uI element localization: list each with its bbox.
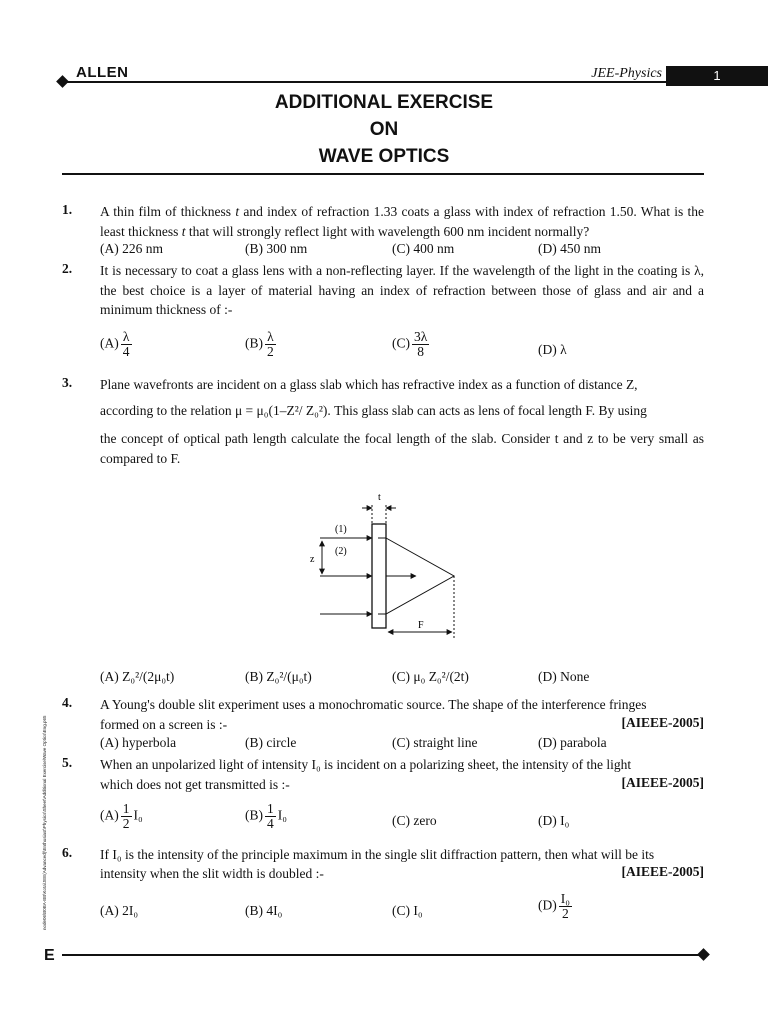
q1-text: A thin film of thickness t and index of refraction 1.33 coats a glass with index of refraction 1.50. What is the least thickness t that will strongly reflect light with wavelength 600 nm incident normally? (100, 204, 704, 239)
q4-option-b: (B) circle (245, 735, 297, 750)
q2-option-b: (B) $\frac{\lambda}{2}$ (245, 329, 274, 359)
q2-number: 2. (62, 261, 73, 276)
q5-number: 5. (62, 755, 73, 770)
glass-slab (372, 524, 386, 628)
q2-option-c: (C) $\frac{3\lambda}{8}$ (392, 329, 428, 359)
diagram-label-t: t (378, 492, 381, 503)
q4-number: 4. (62, 695, 73, 710)
q4-option-c: (C) straight line (392, 735, 478, 750)
q3-option-b: (B) Z₀²/(μ₀t) (245, 669, 312, 684)
brand-logo: ALLEN (76, 64, 129, 81)
q1-option-c: (C) 400 nm (392, 241, 455, 256)
diagram-label-F: F (418, 620, 424, 631)
q4-option-d: (D) parabola (538, 735, 607, 750)
q2-option-a: (A) $\frac{\lambda}{4}$ (100, 329, 130, 359)
q1-option-b: (B) 300 nm (245, 241, 308, 256)
title-line-1: ADDITIONAL EXERCISE (274, 92, 494, 113)
q3-option-c: (C) μ₀ Z₀²/(2t) (392, 669, 469, 684)
q2-text: It is necessary to coat a glass lens with a non-reflecting layer. If the wavelength of the light in the coating is λ, the best choice is a layer of material having an index of refraction between those of glass and air and a minimum thickness of :- (100, 263, 704, 317)
footer-letter: E (44, 947, 55, 964)
header-diamond (56, 75, 69, 88)
q2-option-d: (D) λ (538, 342, 567, 357)
lens-slab-diagram (300, 488, 470, 638)
footer-rule (62, 954, 704, 956)
q5-option-d: (D) I₀ (538, 813, 570, 828)
diagram-label-z: z (310, 554, 315, 565)
q5-line-1: When an unpolarized light of intensity I₀ is incident on a polarizing sheet, the intensity of the light (100, 757, 632, 772)
q3-line-2: according to the relation μ = μ₀(1–Z²/ Z₀²). This glass slab can acts as lens of focal length F. By using (100, 403, 647, 418)
q4-line-2: formed on a screen is :- (100, 717, 228, 732)
q6-tag: [AIEEE-2005] (621, 864, 704, 879)
title-rule (62, 173, 704, 175)
q5-option-a: (A) $\frac{1}{2}$ I₀ (100, 801, 143, 831)
q6-line-2: intensity when the slit width is doubled :- (100, 866, 324, 881)
q4-option-a: (A) hyperbola (100, 735, 177, 750)
q4-line-1: A Young's double slit experiment uses a monochromatic source. The shape of the interference fringes (100, 697, 647, 712)
q3-option-d: (D) None (538, 669, 590, 684)
q6-option-d: (D) $\frac{\text{I₀}}{2}$ (538, 891, 570, 921)
q3-line-1: Plane wavefronts are incident on a glass slab which has refractive index as a function of distance Z, (100, 377, 638, 392)
q3-line-3: the concept of optical path length calculate the focal length of the slab. Consider t and z to be very small as compared to F. (100, 431, 704, 466)
q1-number: 1. (62, 202, 73, 217)
q1-option-d: (D) 450 nm (538, 241, 601, 256)
q6-number: 6. (62, 845, 73, 860)
page-number: 1 (666, 66, 768, 86)
q1-option-a: (A) 226 nm (100, 241, 163, 256)
q5-option-c: (C) zero (392, 813, 437, 828)
diagram-label-2: (2) (335, 546, 347, 557)
q4-tag: [AIEEE-2005] (621, 715, 704, 730)
title-line-2: ON (369, 119, 399, 140)
title-line-3: WAVE OPTICS (318, 146, 450, 167)
q5-line-2: which does not get transmitted is :- (100, 777, 290, 792)
q3-number: 3. (62, 375, 73, 390)
q5-tag: [AIEEE-2005] (621, 775, 704, 790)
subject-label: JEE-Physics (591, 66, 662, 81)
q6-option-c: (C) I₀ (392, 903, 423, 918)
q6-option-b: (B) 4I₀ (245, 903, 283, 918)
q5-option-b: (B) $\frac{1}{4}$ I₀ (245, 801, 287, 831)
q6-line-1: If I₀ is the intensity of the principle maximum in the single slit diffraction pattern, then what will be its (100, 847, 655, 862)
side-file-path: node06\B0BA-BB\Kota\JEE(Advanced)\Enthusiast\Physics\Sheet\Additional Exercise\Wave Optics\Eng.p65 (42, 715, 47, 930)
header-rule (62, 81, 768, 83)
q3-option-a: (A) Z₀²/(2μ₀t) (100, 669, 175, 684)
q6-option-a: (A) 2I₀ (100, 903, 139, 918)
footer-diamond (697, 948, 710, 961)
diagram-label-1: (1) (335, 524, 347, 535)
